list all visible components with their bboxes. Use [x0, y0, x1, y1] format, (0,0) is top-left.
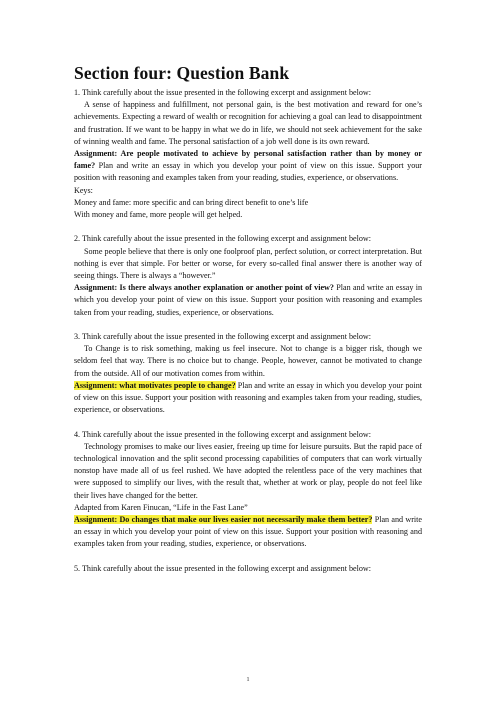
assignment-paragraph: [74, 148, 422, 185]
question-item-2: [74, 233, 422, 318]
question-intro: 4. Think carefully about the issue presented in the following excerpt and assignment below:: [74, 429, 371, 439]
question-intro: 5. Think carefully about the issue presented in the following excerpt and assignment below:: [74, 563, 371, 573]
paragraph-gap: [74, 416, 422, 428]
assignment-rest: Plan and write an essay in which you develop your point of view on this issue. Support your position with reasoning and examples taken from your reading, studies, experience, or observations.: [74, 515, 422, 549]
question-item-3: [74, 331, 422, 416]
question-intro: 2. Think carefully about the issue presented in the following excerpt and assignment below:: [74, 234, 371, 244]
assignment-lead-highlighted: Assignment: what motivates people to change?: [74, 380, 236, 390]
question-excerpt: Some people believe that there is only one foolproof plan, perfect solution, or correct interpretation. But nothing is ever that simple. For better or worse, for every so-called final answer there is another way of seeing things. There is always a “however.”: [74, 246, 422, 281]
question-intro: 1. Think carefully about the issue presented in the following excerpt and assignment below:: [74, 88, 371, 97]
assignment-rest: Plan and write an essay in which you develop your point of view on this issue. Support your position with reasoning and examples taken from your reading, studies, experience, or observations.: [74, 283, 422, 317]
assignment-rest: Plan and write an essay in which you develop your point of view on this issue. Support your position with reasoning and examples taken from your reading, studies, experience, or observations.: [74, 161, 422, 183]
question-intro: 3. Think carefully about the issue presented in the following excerpt and assignment below:: [74, 332, 371, 342]
question-item-1: [74, 87, 422, 221]
paragraph-gap: [74, 319, 422, 331]
excerpt-source: Adapted from Karen Finucan, “Life in the Fast Lane”: [74, 502, 248, 512]
assignment-lead: Assignment: Are people motivated to achieve by personal satisfaction rather than by money or fame?: [74, 149, 422, 171]
keys-label: Keys:: [74, 185, 93, 195]
keys-line: With money and fame, more people will get helped.: [74, 210, 243, 220]
document-body: [74, 62, 422, 575]
assignment-lead-highlighted: Assignment: Do changes that make our lives easier not necessarily make them better?: [74, 515, 373, 525]
question-excerpt: A sense of happiness and fulfillment, not personal gain, is the best motivation and reward for one’s achievements. Expecting a reward of wealth or recognition for achieving a goal can lead to disappointment and frustration. If we want to be happy in what we do in life, we should not seek achievement for the sake of winning wealth and fame. The personal satisfaction of a job well done is its own reward.: [74, 100, 422, 146]
question-item-4: [74, 429, 422, 551]
section-title: Section four: Question Bank: [74, 63, 290, 83]
assignment-paragraph: [74, 380, 422, 417]
page-number: 1: [246, 676, 250, 683]
assignment-paragraph: [74, 514, 422, 551]
question-excerpt: Technology promises to make our lives easier, freeing up time for leisure pursuits. But the rapid pace of technological innovation and the split second processing capabilities of computers that can work virtually nonstop have made all of us feel rushed. We have adopted the relentless pace of the very machines that were supposed to simplify our lives, with the result that, whether at work or play, people do not feel like their lives have changed for the better.: [74, 441, 422, 500]
paragraph-gap: [74, 551, 422, 563]
question-item-5: [74, 563, 422, 575]
assignment-rest: Plan and write an essay in which you develop your point of view on this issue. Support your position with reasoning and examples taken from your reading, studies, experience, or observations.: [74, 380, 422, 415]
assignment-paragraph: [74, 282, 422, 319]
assignment-lead: Assignment: Is there always another explanation or another point of view?: [74, 283, 334, 293]
question-excerpt: To Change is to risk something, making us feel insecure. Not to change is a bigger risk, though we seldom feel that way. There is no choice but to change. People, however, cannot be motivated to change from the outside. All of our motivation comes from within.: [74, 344, 422, 378]
keys-line: Money and fame: more specific and can bring direct benefit to one’s life: [74, 197, 309, 207]
paragraph-gap: [74, 221, 422, 233]
